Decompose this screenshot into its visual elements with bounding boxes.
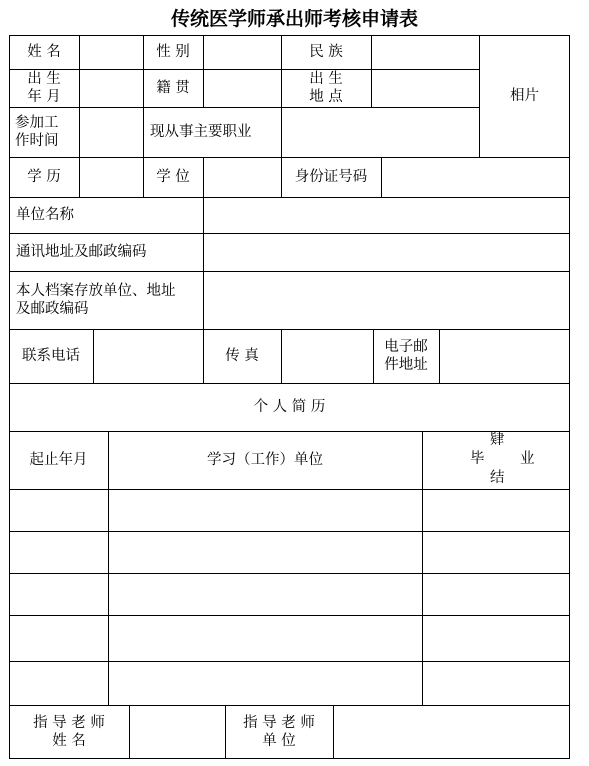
birth-date-label-line2: 年 月 [27,89,61,105]
current-job-label: 现从事主要职业 [150,124,252,140]
email-label-line2: 件地址 [384,357,428,373]
resume-row-status[interactable] [423,531,569,573]
ethnicity-field[interactable] [372,35,479,69]
resume-status-char1: 肄 [490,432,505,448]
native-place-label: 籍 贯 [156,80,190,96]
resume-status-char2: 毕 [470,451,485,467]
mentor-unit-label-line1: 指 导 老 师 [243,715,315,731]
resume-row-status[interactable] [423,489,569,531]
resume-row-period[interactable] [9,489,108,531]
resume-status-header [422,431,570,489]
resume-row-status[interactable] [423,661,569,705]
resume-row-unit[interactable] [109,531,422,573]
birth-date-field[interactable] [80,69,143,107]
phone-field[interactable] [94,329,203,383]
mentor-name-label [9,705,129,759]
address-label: 通讯地址及邮政编码 [16,244,147,260]
birth-date-label [9,69,79,107]
resume-status-char3: 业 [520,451,535,467]
birth-place-label [281,69,371,107]
fax-field[interactable] [282,329,373,383]
native-place-field[interactable] [204,69,281,107]
mentor-unit-field[interactable] [334,705,569,759]
resume-section-title: 个 人 简 历 [253,399,326,415]
mentor-unit-label-line2: 单 位 [262,733,296,749]
resume-row-unit[interactable] [109,489,422,531]
application-form-table [9,35,570,759]
mentor-name-label-line1: 指 导 老 师 [33,715,105,731]
photo-box[interactable]: 相片 [510,88,539,104]
resume-row-unit[interactable] [109,615,422,661]
current-job-field[interactable] [282,107,479,157]
id-number-label: 身份证号码 [294,169,368,185]
degree-label: 学 位 [156,169,190,185]
resume-row-period[interactable] [9,573,108,615]
education-field[interactable] [80,157,143,197]
birth-place-field[interactable] [372,69,479,107]
work-start-label [9,107,79,157]
education-label: 学 历 [27,169,61,185]
mentor-name-label-line2: 姓 名 [52,733,86,749]
name-field[interactable] [80,35,143,69]
email-label-line1: 电子邮 [384,339,428,355]
archive-label-line1: 本人档案存放单位、地址 [16,283,176,299]
resume-period-header: 起止年月 [29,452,88,468]
work-start-label-line2: 作时间 [15,133,59,149]
employer-label: 单位名称 [16,207,74,223]
resume-status-char4: 结 [490,470,505,486]
archive-field[interactable] [204,271,569,329]
email-field[interactable] [440,329,569,383]
address-field[interactable] [204,233,569,271]
email-label [373,329,439,383]
form-title: 传统医学师承出师考核申请表 [170,8,418,30]
employer-field[interactable] [204,197,569,233]
archive-label [9,271,203,329]
mentor-unit-label [225,705,333,759]
archive-label-line2: 及邮政编码 [16,301,89,317]
gender-label: 性 别 [156,44,190,60]
resume-row-period[interactable] [9,531,108,573]
mentor-name-field[interactable] [130,705,225,759]
resume-row-status[interactable] [423,573,569,615]
name-label: 姓 名 [27,44,61,60]
fax-label: 传 真 [225,348,259,364]
birth-place-label-line2: 地 点 [309,89,343,105]
phone-label: 联系电话 [22,348,80,364]
resume-row-unit[interactable] [109,573,422,615]
resume-unit-header: 学习（工作）单位 [207,452,323,468]
resume-row-period[interactable] [9,615,108,661]
degree-field[interactable] [204,157,281,197]
birth-date-label-line1: 出 生 [27,71,61,87]
id-number-field[interactable] [382,157,569,197]
resume-row-unit[interactable] [109,661,422,705]
work-start-label-line1: 参加工 [15,115,59,131]
work-start-field[interactable] [80,107,143,157]
resume-row-status[interactable] [423,615,569,661]
birth-place-label-line1: 出 生 [309,71,343,87]
ethnicity-label: 民 族 [309,44,343,60]
gender-field[interactable] [204,35,281,69]
resume-row-period[interactable] [9,661,108,705]
